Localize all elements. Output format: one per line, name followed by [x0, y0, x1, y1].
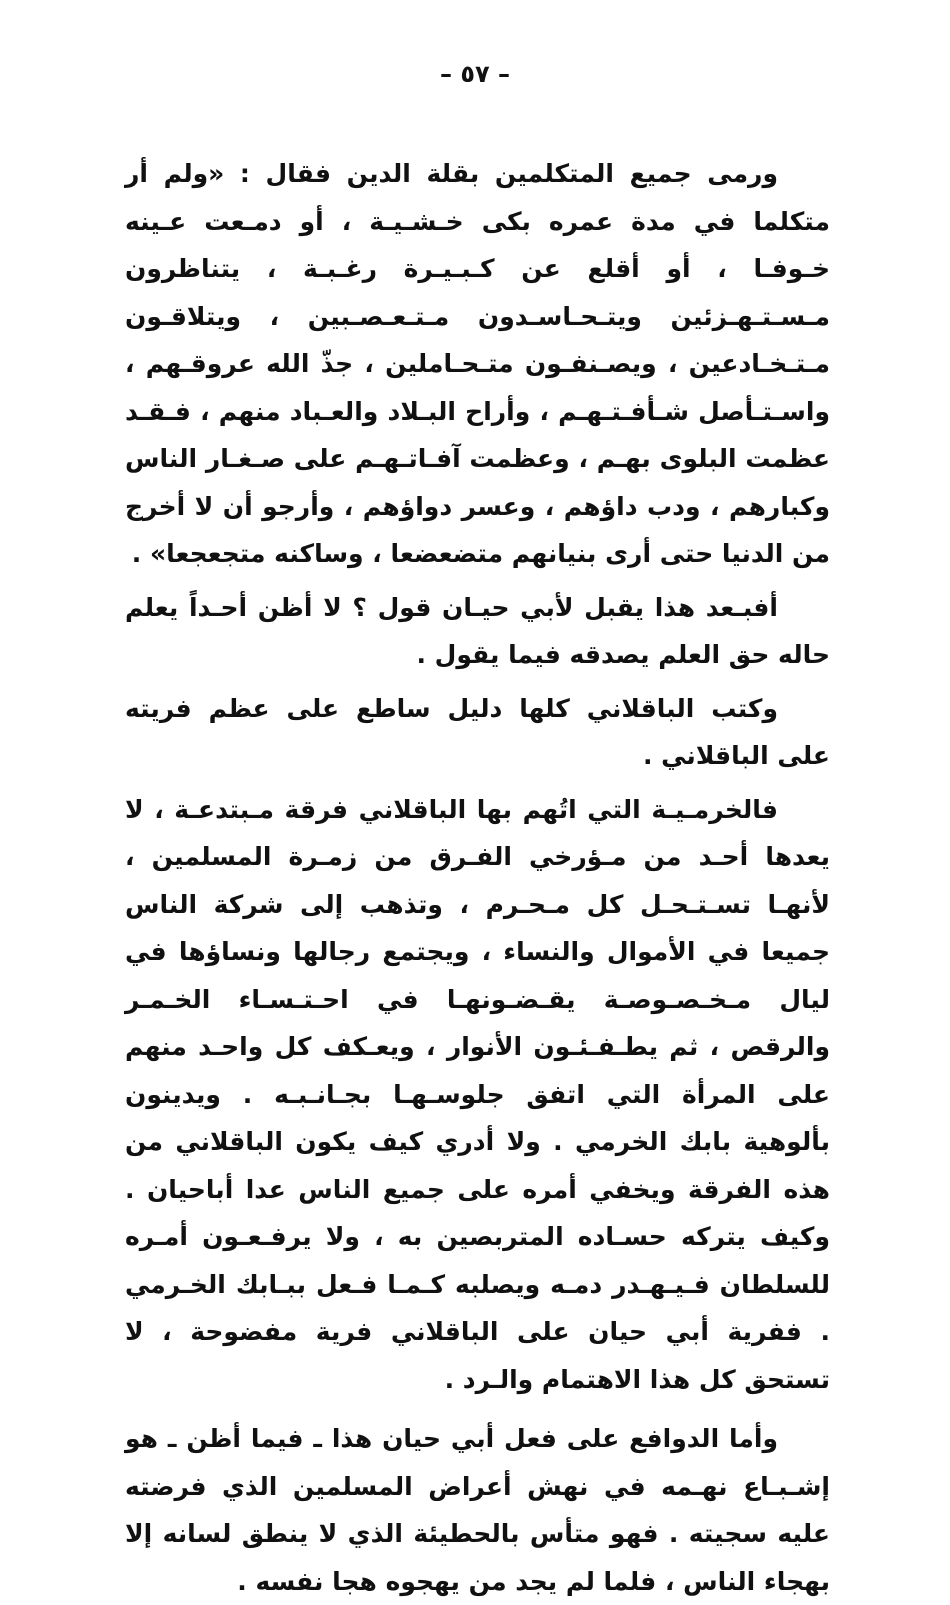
- paragraph-baqillani-books: وكتب الباقلاني كلها دليل ساطع على عظم فريته على الباقلاني .: [125, 693, 830, 770]
- paragraph-quote-mutakallimin: ورمى جميع المتكلمين بقلة الدين فقال : «ولم أر متكلما في مدة عمره بكى خـشـيـة ، أو دمـعت عـينه خـوفـا ، أو أقلع عن كـبـيـرة رغـبـة ، يتناظرون مـسـتـهـزئين ويتـحـاسـدون مـتـعـصـبين ، ويتلاقـون مـتـخـادعين ، ويصـنفـون متـحـاملين ، جذّ الله عروقـهم ، واسـتـأصل شـأفـتـهـم ، وأراح البـلاد والعـباد منهم ، فـقـد عظمت البلوى بهـم ، وعظمت آفـاتـهـم على صـغـار الناس وكبارهم ، ودب داؤهم ، وعسر دواؤهم ، وأرجو أن لا أخرج من الدنيا حتى أرى بنيانهم متضعضعا ، وساكنه متجعجعا» .: [125, 159, 830, 568]
- page-number: – ٥٧ –: [439, 60, 510, 88]
- body-text: [125, 150, 830, 1605]
- paragraph-khurramiyya: فالخرمـيـة التي اتُهم بها الباقلاني فرقة مـبتدعـة ، لا يعدها أحـد من مـؤرخي الفـرق من زمـرة المسلمين ، لأنهـا تسـتـحـل كل مـحـرم ، وتذهب إلى شركة الناس جميعا في الأموال والنساء ، ويجتمع رجالها ونساؤها في ليال مـخـصـوصـة يقـضـونهـا في احـتـسـاء الخـمـر والرقص ، ثم يطـفـئـون الأنوار ، ويعـكف كل واحـد منهم على المرأة التي اتفق جلوسـهـا بجـانـبـه . ويدينون بألوهية بابك الخرمي . ولا أدري كيف يكون الباقلاني من هذه الفرقة ويخفي أمره على جميع الناس عدا أباحيان . وكيف يتركه حسـاده المتربصين به ، ولا يرفـعـون أمـره للسلطان فـيـهـدر دمـه ويصلبه كـمـا فـعل ببـابك الخـرمي . ففرية أبي حيان على الباقلاني فرية مفضوحة ، لا تستحق كل هذا الاهتمام والـرد .: [125, 794, 830, 1394]
- paragraph-abu-hayyan-credibility: أفبـعد هذا يقبل لأبي حيـان قول ؟ لا أظن أحـداً يعلم حاله حق العلم يصدقه فيما يقول .: [125, 592, 830, 669]
- paragraph-motives: وأما الدوافع على فعل أبي حيان هذا ـ فيما أظن ـ هو إشـبـاع نهـمه في نهش أعراض المسلمين الذي فرضته عليه سجيته . فهو متأس بالحطيئة الذي لا ينطق لسانه إلا بهجاء الناس ، فلما لم يجد من يهجوه هجا نفسه .: [125, 1424, 830, 1596]
